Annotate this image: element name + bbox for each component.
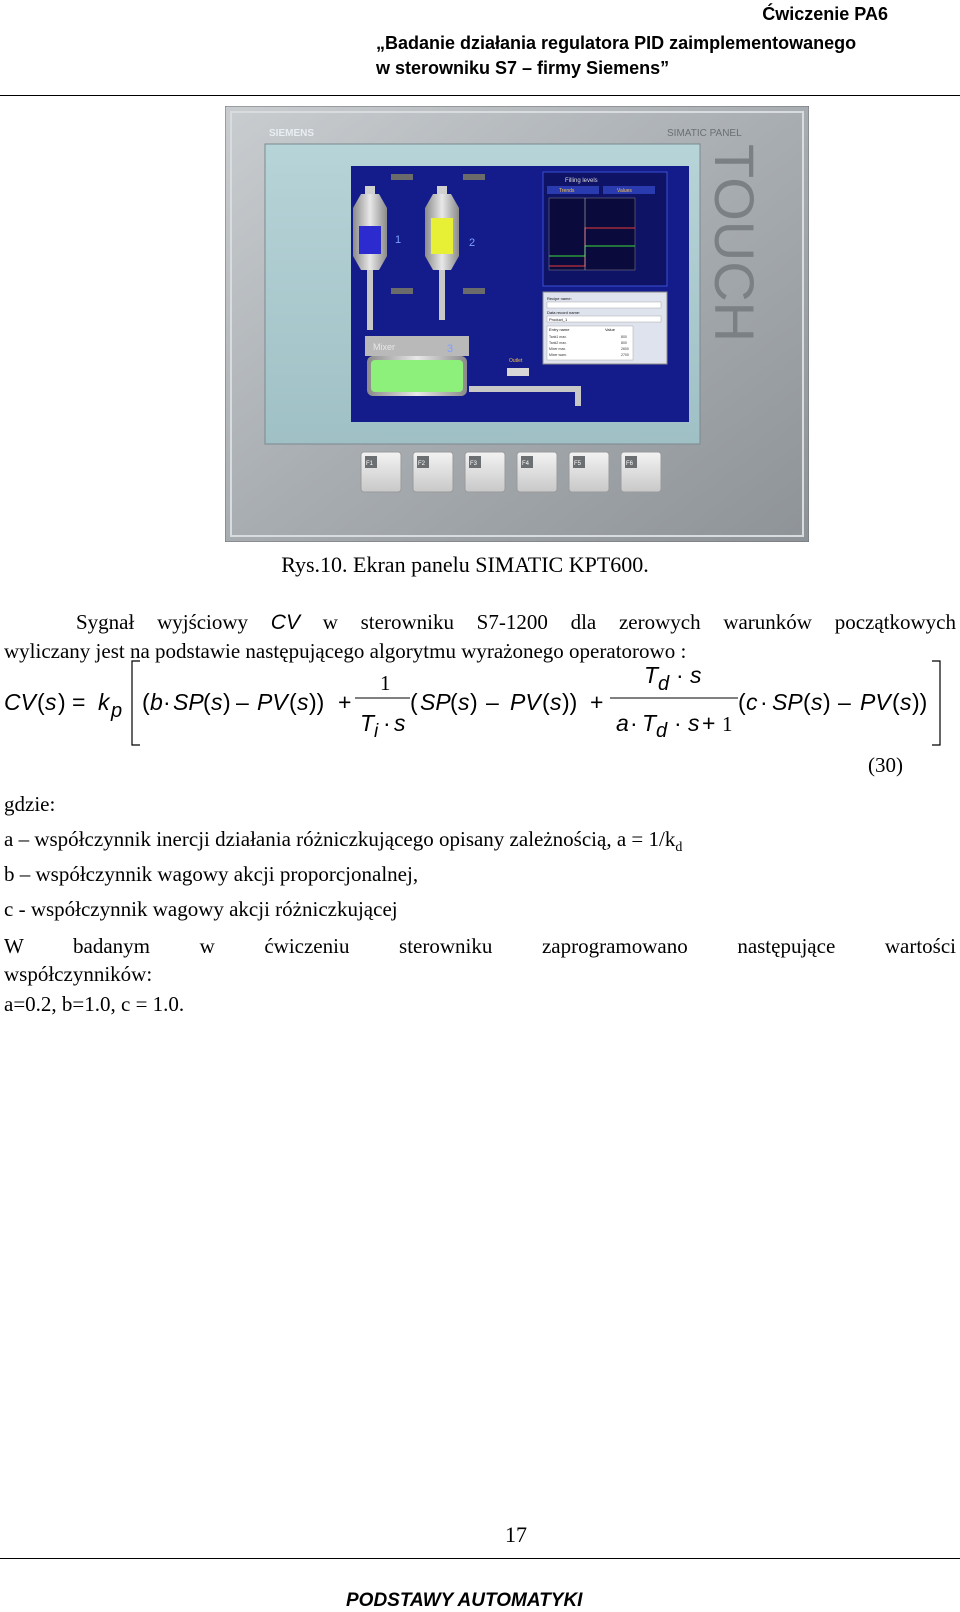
svg-text:3: 3 — [447, 343, 454, 355]
svg-text:Outlet: Outlet — [509, 358, 523, 364]
svg-text:·: · — [630, 710, 638, 736]
svg-text:Recipe name:: Recipe name: — [547, 296, 572, 301]
svg-text:·: · — [760, 689, 768, 715]
svg-text:(: ( — [803, 689, 811, 715]
svg-text:s: s — [688, 710, 700, 736]
svg-text:–: – — [236, 689, 249, 715]
siemens-logo: SIEMENS — [269, 128, 315, 139]
svg-text:d: d — [658, 673, 670, 695]
svg-text:T: T — [360, 710, 375, 736]
function-key-f2[interactable] — [413, 452, 453, 492]
svg-text:s: s — [45, 689, 57, 715]
definition-b: b – współczynnik wagowy akcji proporcjonalnej, — [4, 862, 419, 886]
equation-number: (30) — [868, 753, 903, 777]
svg-text:T: T — [644, 662, 659, 688]
touch-label: TOUCH — [703, 144, 766, 343]
svg-text:Tank2 max.: Tank2 max. — [549, 341, 567, 345]
closing-line-2: współczynników: — [4, 962, 153, 986]
svg-text:PV: PV — [510, 689, 541, 715]
svg-text:s: s — [690, 662, 702, 688]
svg-text:(: ( — [410, 689, 418, 715]
definition-c: c - współczynnik wagowy akcji różniczkującej — [4, 897, 398, 921]
svg-text:2600: 2600 — [621, 347, 629, 351]
svg-text:(: ( — [289, 689, 297, 715]
svg-text:Mixer max.: Mixer max. — [549, 347, 567, 351]
trend-window — [543, 172, 667, 286]
recipe-window — [543, 292, 667, 364]
svg-text:Mixer warn.: Mixer warn. — [549, 353, 568, 357]
svg-text:F3: F3 — [470, 461, 478, 467]
svg-text:Filling levels: Filling levels — [565, 178, 598, 184]
svg-text:·: · — [676, 662, 684, 688]
function-key-f1[interactable] — [361, 452, 401, 492]
svg-text:(: ( — [450, 689, 458, 715]
svg-text:): ) — [823, 689, 831, 715]
svg-text:F6: F6 — [626, 461, 634, 467]
svg-text:c: c — [746, 689, 758, 715]
exercise-label: Ćwiczenie PA6 — [762, 4, 888, 24]
svg-text:2: 2 — [469, 237, 476, 249]
title-line-1: „Badanie działania regulatora PID zaimplementowanego — [376, 33, 857, 53]
svg-text:)): )) — [562, 689, 578, 715]
svg-text:CV: CV — [4, 689, 36, 715]
svg-text:): ) — [223, 689, 231, 715]
svg-text:(: ( — [892, 689, 900, 715]
svg-text:–: – — [486, 689, 499, 715]
svg-text:(: ( — [37, 689, 45, 715]
svg-text:SP: SP — [772, 689, 803, 715]
svg-text:F5: F5 — [574, 461, 582, 467]
svg-text:(: ( — [142, 689, 150, 715]
svg-text:Trends: Trends — [559, 188, 575, 194]
svg-text:F2: F2 — [418, 461, 426, 467]
svg-text:i: i — [374, 721, 379, 742]
footer-rule — [0, 1558, 960, 1559]
svg-text:Entry name: Entry name — [549, 327, 570, 332]
svg-text:·: · — [674, 710, 682, 736]
svg-text:Data record name:: Data record name: — [547, 310, 581, 315]
title-line-2: w sterowniku S7 – firmy Siemens” — [376, 58, 670, 78]
svg-text:SP: SP — [173, 689, 204, 715]
svg-text:·: · — [383, 710, 391, 736]
svg-text:800: 800 — [621, 335, 627, 339]
intro-line-1: Sygnał wyjściowy CV w sterowniku S7-1200 dla zerowych warunków początkowych — [76, 610, 956, 634]
svg-text:s: s — [394, 710, 406, 736]
svg-text:) =: ) = — [58, 689, 86, 715]
panel-model-label: SIMATIC PANEL — [667, 128, 742, 139]
svg-text:k: k — [98, 689, 110, 715]
svg-text:Value: Value — [605, 327, 615, 332]
svg-text:F4: F4 — [522, 461, 530, 467]
svg-text:PV: PV — [257, 689, 288, 715]
header-rule — [0, 95, 960, 96]
svg-text:s: s — [297, 689, 309, 715]
svg-text:s: s — [211, 689, 223, 715]
svg-text:)): )) — [309, 689, 325, 715]
where-label: gdzie: — [4, 792, 56, 816]
svg-text:s: s — [900, 689, 912, 715]
svg-text:(: ( — [203, 689, 211, 715]
svg-text:Mixer: Mixer — [373, 342, 395, 352]
function-key-f4[interactable] — [517, 452, 557, 492]
svg-text:)): )) — [912, 689, 928, 715]
svg-text:s: s — [811, 689, 823, 715]
definition-a: a – współczynnik inercji działania różniczkującego opisany zależnością, $a = 1/k_d$ — [4, 827, 683, 856]
function-key-f3[interactable] — [465, 452, 505, 492]
svg-text:): ) — [470, 689, 478, 715]
svg-text:1: 1 — [722, 712, 733, 736]
intro-line-2: wyliczany jest na podstawie następującego algorytmu wyrażonego operatorowo : — [4, 639, 687, 663]
svg-text:+: + — [338, 689, 352, 715]
svg-text:1: 1 — [380, 671, 391, 695]
svg-text:F1: F1 — [366, 461, 374, 467]
simatic-panel-photo — [225, 106, 809, 542]
svg-text:+: + — [702, 710, 716, 736]
svg-text:(: ( — [738, 689, 746, 715]
svg-text:s: s — [550, 689, 562, 715]
svg-text:+: + — [590, 689, 604, 715]
svg-text:Tank1 max.: Tank1 max. — [549, 335, 567, 339]
pid-formula — [0, 655, 960, 755]
page-number: 17 — [505, 1522, 527, 1547]
svg-text:(: ( — [542, 689, 550, 715]
svg-text:a: a — [616, 710, 629, 736]
svg-text:1: 1 — [395, 234, 402, 246]
figure-caption: Rys.10. Ekran panelu SIMATIC KPT600. — [281, 552, 649, 577]
svg-text:2700: 2700 — [621, 353, 629, 357]
svg-text:d: d — [656, 720, 668, 742]
svg-text:b: b — [150, 689, 163, 715]
svg-text:T: T — [642, 710, 657, 736]
svg-text:Values: Values — [617, 188, 632, 194]
svg-text:s: s — [458, 689, 470, 715]
function-key-f6[interactable] — [621, 452, 661, 492]
footer-title: PODSTAWY AUTOMATYKI — [346, 1590, 583, 1611]
svg-text:SP: SP — [420, 689, 451, 715]
svg-text:–: – — [838, 689, 851, 715]
svg-text:PV: PV — [860, 689, 891, 715]
coefficient-values: a=0.2, b=1.0, c = 1.0. — [4, 992, 185, 1016]
function-key-f5[interactable] — [569, 452, 609, 492]
svg-text:p: p — [111, 700, 123, 722]
svg-text:·: · — [163, 689, 171, 715]
svg-text:Product_1: Product_1 — [549, 317, 568, 322]
svg-text:800: 800 — [621, 341, 627, 345]
closing-line-1: W badanym w ćwiczeniu sterowniku zaprogramowano następujące wartości — [4, 934, 956, 958]
